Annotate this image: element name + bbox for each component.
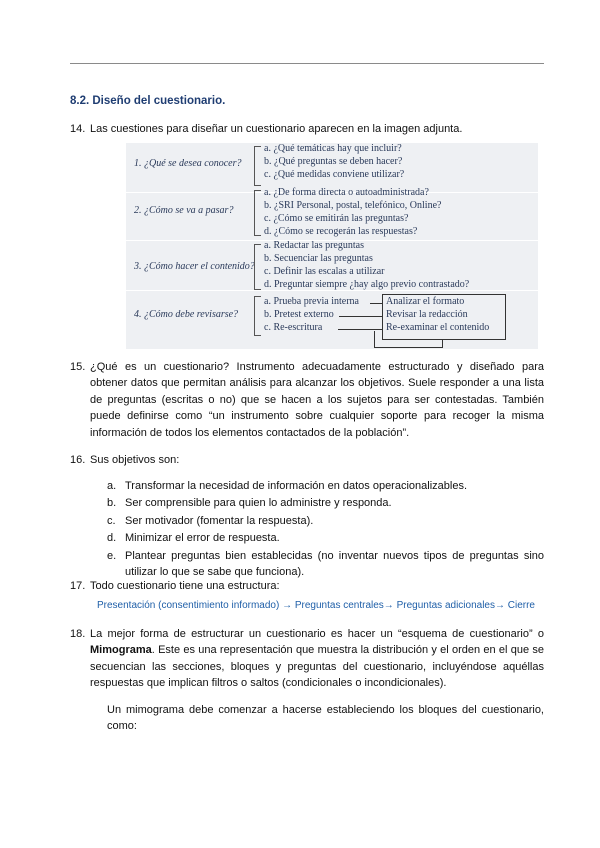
figure-option: a. ¿Qué temáticas hay que incluir?: [264, 143, 402, 154]
brace: [254, 190, 261, 236]
item-text: Las cuestiones para diseñar un cuestionario aparecen en la imagen adjunta.: [90, 123, 463, 135]
figure-option: c. Re-escritura: [264, 322, 323, 333]
objective-letter: e.: [107, 549, 117, 562]
item-number: 16.: [70, 454, 86, 466]
item-18: [70, 626, 544, 692]
objective-item: [107, 548, 544, 581]
feedback-line: [442, 339, 443, 347]
closing-paragraph: Un mimograma debe comenzar a hacerse estableciendo los bloques del cuestionario, como:: [107, 704, 544, 733]
objective-text: Minimizar el error de respuesta.: [125, 532, 280, 545]
feedback-line: [374, 331, 375, 347]
questionnaire-design-figure: [126, 143, 538, 349]
item-text: ¿Qué es un cuestionario? Instrumento adecuadamente estructurado y diseñado para obtener datos que permitan análisis para alcanzar los objetivos. Suele responder a una lista de preguntas (escritas o no) que se hacen a los sujetos para ser contestadas. También puede definirse como “un instrumento sobre cualquier soporte para recoger la misma información de todos los elementos contactados de la población”.: [90, 361, 544, 439]
structure-flow: Presentación (consentimiento informado) → Preguntas centrales→ Preguntas adicionales→ Cierre: [97, 600, 535, 611]
top-rule: [70, 63, 544, 64]
objectives-list: [107, 478, 544, 580]
objective-item: [107, 530, 544, 546]
figure-question-1: 1. ¿Qué se desea conocer?: [134, 158, 242, 169]
brace: [254, 146, 261, 186]
figure-option: c. ¿Cómo se emitirán las preguntas?: [264, 213, 409, 224]
figure-option: a. ¿De forma directa o autoadministrada?: [264, 187, 429, 198]
figure-option: d. Preguntar siempre ¿hay algo previo contrastado?: [264, 279, 470, 290]
figure-question-2: 2. ¿Cómo se va a pasar?: [134, 205, 234, 216]
item-number: 14.: [70, 123, 86, 135]
objective-text: Ser comprensible para quien lo administre y responda.: [125, 497, 392, 510]
figure-option: d. ¿Cómo se recogerán las respuestas?: [264, 226, 418, 237]
item-number: 18.: [70, 628, 86, 640]
objective-item: [107, 513, 544, 529]
arrow-line: [338, 329, 382, 330]
objective-letter: c.: [107, 514, 116, 527]
figure-question-4: 4. ¿Cómo debe revisarse?: [134, 309, 239, 320]
figure-option: a. Redactar las preguntas: [264, 240, 364, 251]
revision-step: Analizar el formato: [386, 296, 465, 307]
figure-option: c. ¿Qué medidas conviene utilizar?: [264, 169, 405, 180]
objective-text: Plantear preguntas bien establecidas (no inventar nuevos tipos de preguntas sino utilizar lo que se sabe que funciona).: [125, 549, 544, 579]
revision-step: Revisar la redacción: [386, 309, 468, 320]
figure-option: b. ¿Qué preguntas se deben hacer?: [264, 156, 403, 167]
arrow-line: [339, 316, 382, 317]
brace: [254, 296, 261, 336]
objective-item: [107, 478, 544, 494]
item-17: [70, 578, 544, 594]
objective-letter: d.: [107, 532, 117, 545]
objective-letter: b.: [107, 497, 117, 510]
item-16: [70, 452, 544, 468]
figure-option: b. ¿SRI Personal, postal, telefónico, Online?: [264, 200, 442, 211]
item-text: Sus objetivos son:: [90, 454, 180, 466]
objective-letter: a.: [107, 480, 117, 492]
arrow-line: [370, 303, 382, 304]
item-text: [90, 626, 544, 692]
figure-option: c. Definir las escalas a utilizar: [264, 266, 385, 277]
revision-step: Re-examinar el contenido: [386, 322, 490, 333]
objective-text: Transformar la necesidad de información en datos operacionalizables.: [125, 480, 468, 492]
item-text-part: La mejor forma de estructurar un cuestionario es hacer un “esquema de cuestionario” o: [90, 628, 544, 640]
objective-text: Ser motivador (fomentar la respuesta).: [125, 514, 314, 527]
objective-item: [107, 495, 544, 511]
figure-option: a. Prueba previa interna: [264, 296, 359, 307]
item-number: 15.: [70, 361, 86, 373]
item-15: [70, 359, 544, 441]
item-text-part: . Este es una representación que muestra la distribución y el orden en el que se secuencian las secciones, bloques y preguntas del cuestionario, incluyéndose aquéllas respuestas que implican filtros o saltos (condicionales o incondicionales).: [90, 644, 544, 690]
brace: [254, 244, 261, 290]
item-number: 17.: [70, 580, 86, 592]
figure-separator: [126, 290, 538, 291]
section-title: 8.2. Diseño del cuestionario.: [70, 95, 226, 107]
item-14: [70, 121, 544, 137]
figure-option: b. Pretest externo: [264, 309, 334, 320]
mimograma-term: Mimograma: [90, 644, 152, 657]
figure-option: b. Secuenciar las preguntas: [264, 253, 373, 264]
figure-question-3: 3. ¿Cómo hacer el contenido?: [134, 261, 255, 272]
item-text: Todo cuestionario tiene una estructura:: [90, 580, 280, 592]
feedback-line: [374, 347, 443, 348]
